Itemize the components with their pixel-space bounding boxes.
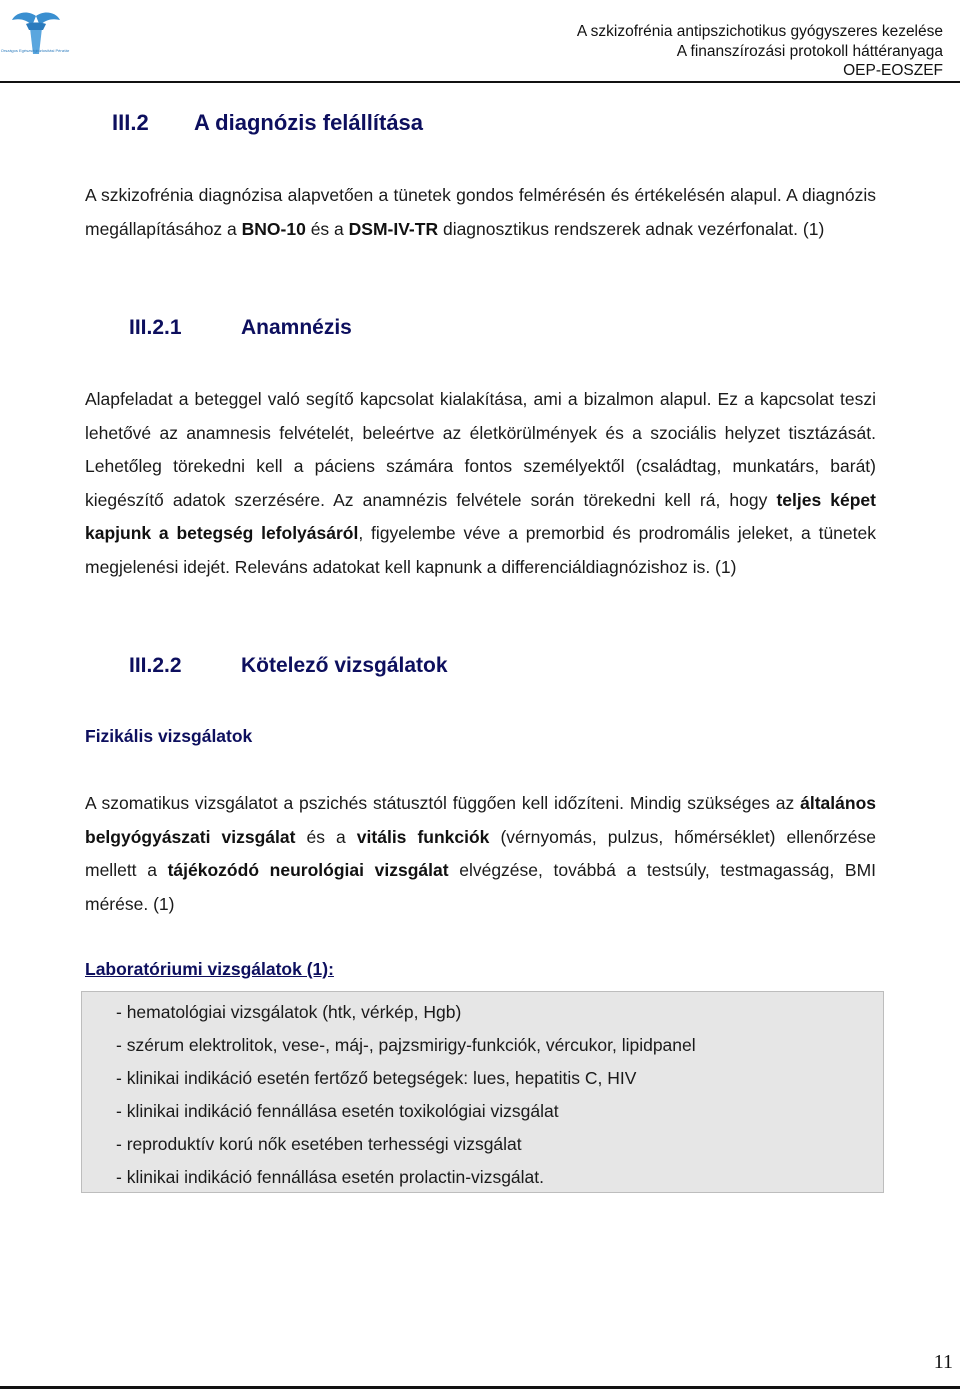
physical-exam-heading: Fizikális vizsgálatok bbox=[85, 726, 253, 746]
page-number: 11 bbox=[933, 1351, 953, 1373]
lab-tests-list bbox=[116, 996, 696, 1194]
document-header bbox=[577, 22, 943, 81]
list-item: - klinikai indikáció fennállása esetén toxikológiai vizsgálat bbox=[116, 1101, 559, 1121]
bno-term: BNO-10 bbox=[241, 218, 306, 239]
section-title: A diagnózis felállítása bbox=[194, 110, 424, 135]
physical-exam-paragraph: A szomatikus vizsgálatot a pszichés státusztól függően kell időzíteni. Mindig szükséges az általános belgyógyászati vizsgálat és a vitális funkciók (vérnyomás, pulzus, hőmérséklet) ellenőrzése mellett a tájékozódó neurológiai vizsgálat elvégzése, továbbá a testsúly, testmagasság, BMI mérése. (1) bbox=[85, 793, 877, 914]
lab-tests-heading: Laboratóriumi vizsgálatok (1): bbox=[85, 959, 334, 979]
dsm-term: DSM-IV-TR bbox=[348, 218, 439, 239]
header-org-line: OEP-EOSZEF bbox=[843, 62, 943, 79]
list-item: - klinikai indikáció fennállása esetén prolactin-vizsgálat. bbox=[116, 1167, 544, 1187]
list-item: - szérum elektrolitok, vese-, máj-, pajzsmirigy-funkciók, vércukor, lipidpanel bbox=[116, 1035, 696, 1055]
list-item: - reproduktív korú nők esetében terhességi vizsgálat bbox=[116, 1134, 522, 1154]
oep-logo bbox=[6, 10, 66, 68]
list-item: - klinikai indikáció esetén fertőző betegségek: lues, hepatitis C, HIV bbox=[116, 1068, 637, 1088]
lab-tests-box bbox=[81, 991, 884, 1193]
subsection-number-mandatory: III.2.2 bbox=[129, 654, 182, 677]
subsection-title-anamnesis: Anamnézis bbox=[241, 316, 352, 339]
anamnesis-paragraph: Alapfeladat a beteggel való segítő kapcsolat kialakítása, ami a bizalmon alapul. Ez a kapcsolat teszi lehetővé az anamnesis felvételét, beleértve az életkörülmények és a szociális helyzet tisztázását. Lehetőleg törekedni kell a páciens számára fontos személyektől (családtag, munkatárs, barát) kiegészítő adatok szerzésére. Az anamnézis felvétele során törekedni kell rá, hogy teljes képet kapjunk a betegség lefolyásáról, figyelembe véve a premorbid és prodromális jeleket, a tünetek megjelenési idejét. Releváns adatokat kell kapnunk a differenciáldiagnózishoz is. (1) bbox=[85, 389, 876, 577]
anamnesis-emphasis: teljes képet kapjunk a betegség lefolyásáról bbox=[85, 489, 876, 543]
section-intro-paragraph: A szkizofrénia diagnózisa alapvetően a tünetek gondos felmérésén és értékelésén alapul. A diagnózis megállapításához a BNO-10 és a DSM-IV-TR diagnosztikus rendszerek adnak vezérfonalat. (1) bbox=[85, 185, 876, 239]
header-title-line: A szkizofrénia antipszichotikus gyógyszeres kezelése bbox=[576, 23, 943, 40]
subsection-number-anamnesis: III.2.1 bbox=[129, 316, 182, 339]
logo-caption: Országos Egészségbiztosítási Pénztár bbox=[0, 48, 70, 53]
header-divider bbox=[0, 81, 960, 83]
subsection-title-mandatory: Kötelező vizsgálatok bbox=[241, 654, 448, 677]
section-number: III.2 bbox=[112, 110, 149, 135]
list-item: - hematológiai vizsgálatok (htk, vérkép, Hgb) bbox=[116, 1002, 462, 1022]
header-subtitle-line: A finanszírozási protokoll háttéranyaga bbox=[676, 42, 943, 60]
